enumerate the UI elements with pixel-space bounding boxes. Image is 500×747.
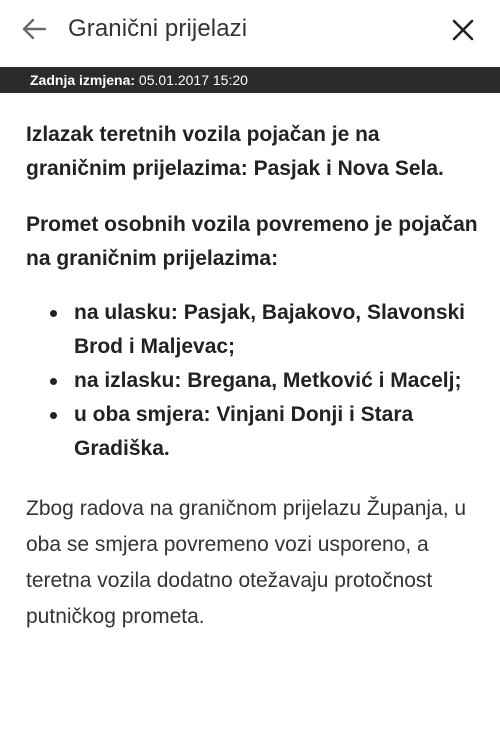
list-item-text: na ulasku: Pasjak, Bajakovo, Slavonski Brod i Maljevac; xyxy=(74,301,466,358)
paragraph-zupanja: Zbog radova na graničnom prijelazu Županja, u oba se smjera povremeno vozi usporeno, a teretna vozila dodatno otežavaju protočnost putničkog prometa. xyxy=(26,497,467,628)
list-item xyxy=(26,364,478,398)
paragraph-cargo: Izlazak teretnih vozila pojačan je na graničnim prijelazima: Pasjak i Nova Sela. xyxy=(26,123,444,180)
list-item xyxy=(26,398,478,466)
content xyxy=(26,118,478,635)
bullet-icon xyxy=(50,412,57,419)
app-bar xyxy=(0,0,500,60)
list-item-text: na izlasku: Bregana, Metković i Macelj; xyxy=(74,369,462,392)
page-title: Granični prijelazi xyxy=(68,15,248,42)
paragraph-passenger: Promet osobnih vozila povremeno je pojačan na graničnim prijelazima: xyxy=(26,213,478,270)
crossings-list xyxy=(26,296,478,466)
last-update-bar xyxy=(0,67,500,93)
bullet-icon xyxy=(50,310,57,317)
close-button[interactable] xyxy=(446,13,480,47)
list-item xyxy=(26,296,478,364)
arrow-left-icon xyxy=(21,17,47,41)
bullet-icon xyxy=(50,378,57,385)
last-update-label: Zadnja izmjena: xyxy=(30,72,136,88)
list-item-text: u oba smjera: Vinjani Donji i Stara Gradiška. xyxy=(74,403,414,460)
last-update-value: 05.01.2017 15:20 xyxy=(138,72,248,88)
close-icon xyxy=(452,19,474,41)
back-button[interactable] xyxy=(14,11,54,47)
